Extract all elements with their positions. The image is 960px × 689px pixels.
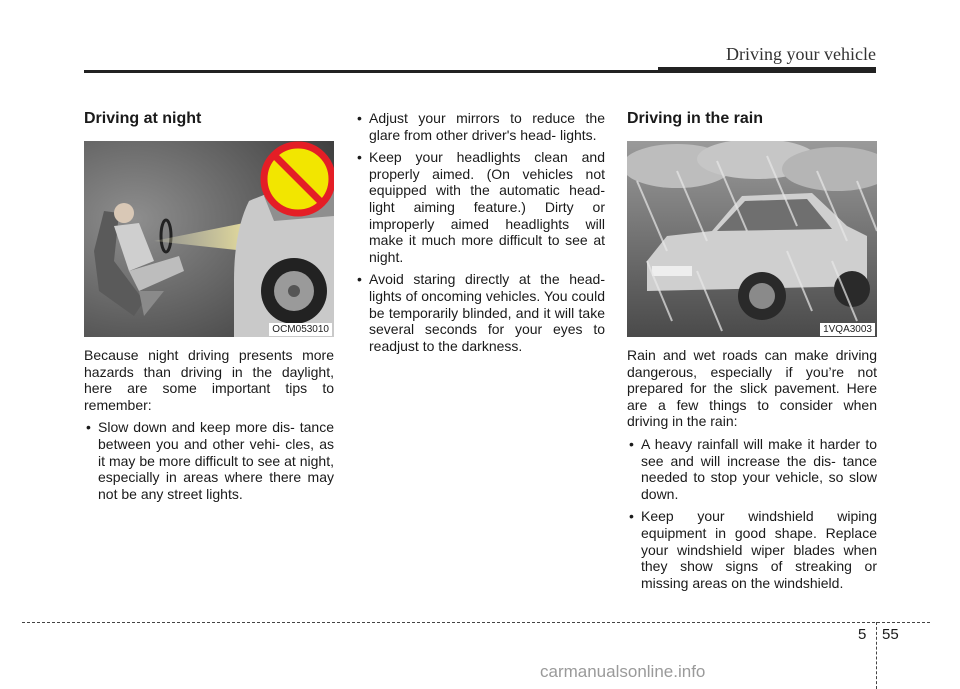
list-item: • Keep your headlights clean and properly aimed. (On vehicles not equipped with the automatic head- light aiming feature.) Dirty or improperly aimed headlights will make it much more difficult to see at night. [355,149,605,265]
footer-divider [876,622,877,689]
column-night-driving [84,110,334,508]
list-item: • A heavy rainfall will make it harder to see and will increase the dis- tance needed to stop your vehicle, so slow down. [627,436,877,502]
running-header: Driving your vehicle [726,44,876,64]
night-tips-list [84,419,334,502]
figure-rain-driving [627,141,877,337]
figure-code-label: 1VQA3003 [820,323,875,336]
night-tips-list-continued [355,110,605,354]
figure-night-driving [84,141,334,337]
section-heading-rain: Driving in the rain [627,110,764,127]
watermark: carmanualsonline.info [540,662,706,681]
list-item: • Avoid staring directly at the head- lights of oncoming vehicles. You could be temporarily blinded, and it will take several seconds for your eyes to readjust to the darkness. [355,271,605,354]
list-item: • Slow down and keep more dis- tance between you and other vehi- cles, as it may be more difficult to see at night, especially in areas where there may not be any street lights. [84,419,334,502]
column-rain-driving [627,110,877,597]
night-driving-illustration [84,141,334,337]
chapter-number: 5 [858,626,867,643]
page-number: 55 [882,626,899,643]
rain-intro-paragraph: Rain and wet roads can make driving dangerous, especially if you’re not prepared for the slick pavement. Here are a few things to consider when driving in the rain: [627,347,877,430]
column-night-driving-continued [355,110,605,360]
list-item: • Adjust your mirrors to reduce the glare from other driver's head- lights. [355,110,605,143]
header-rule-accent [658,67,876,73]
rain-tips-list [627,436,877,591]
footer-rule [22,622,930,623]
figure-code-label: OCM053010 [269,323,332,336]
list-item: • Keep your windshield wiping equipment in good shape. Replace your windshield wiper blades when they show signs of streaking or missing areas on the windshield. [627,508,877,591]
section-heading-night: Driving at night [84,110,202,127]
rain-driving-illustration [627,141,877,337]
night-intro-paragraph: Because night driving presents more hazards than driving in the daylight, here are some important tips to remember: [84,347,334,413]
